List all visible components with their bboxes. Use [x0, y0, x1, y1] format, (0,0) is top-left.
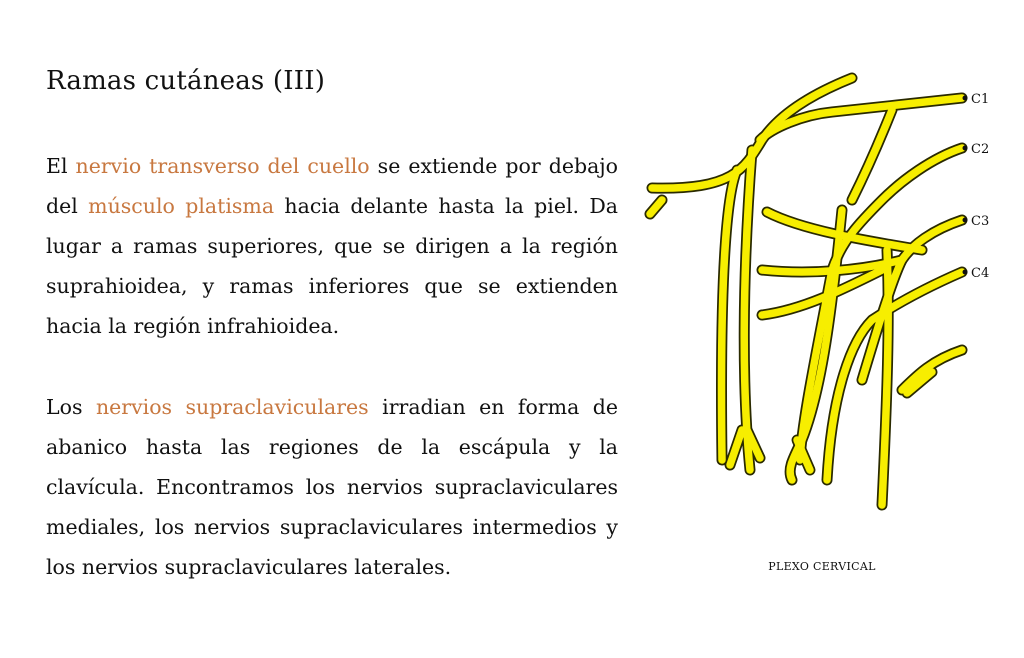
term-transverse-cervical-nerve: nervio transverso del cuello: [75, 154, 370, 178]
term-supraclavicular-nerves: nervios supraclaviculares: [95, 395, 369, 419]
label-c3: C3: [971, 214, 990, 229]
label-c1: C1: [971, 92, 990, 107]
paragraph-transverse-nerve: [46, 146, 618, 346]
p2-text-post: irradian en forma de abanico hasta las regiones de la escápula y la clavícula. Encontramos los nervios supraclaviculares mediales, los nervios supraclaviculares intermedios y los nervios supraclaviculares laterales.: [46, 395, 618, 579]
p2-text-pre: Los: [46, 395, 96, 419]
p1-text-mid: se extiende por debajo del: [46, 154, 619, 218]
label-dot-c4: [963, 270, 968, 275]
figure-caption: PLEXO CERVICAL: [768, 560, 876, 573]
term-platysma-muscle: músculo platisma: [88, 194, 275, 218]
paragraph-supraclavicular-nerves: [46, 387, 618, 587]
nerve-c2-root: [832, 148, 962, 270]
slide-title: Ramas cutáneas (III): [46, 66, 326, 96]
label-c4: C4: [971, 266, 990, 281]
p1-text-pre: El: [46, 154, 76, 178]
label-dot-c3: [963, 218, 968, 223]
cervical-plexus-illustration: [632, 60, 1024, 530]
label-dot-c1: [963, 96, 968, 101]
label-dot-c2: [963, 146, 968, 151]
label-c2: C2: [971, 142, 990, 157]
p1-text-post: hacia delante hasta la piel. Da lugar a ramas superiores, que se dirigen a la región suprahioidea, y ramas inferiores que se extienden hacia la región infrahioidea.: [46, 194, 619, 338]
